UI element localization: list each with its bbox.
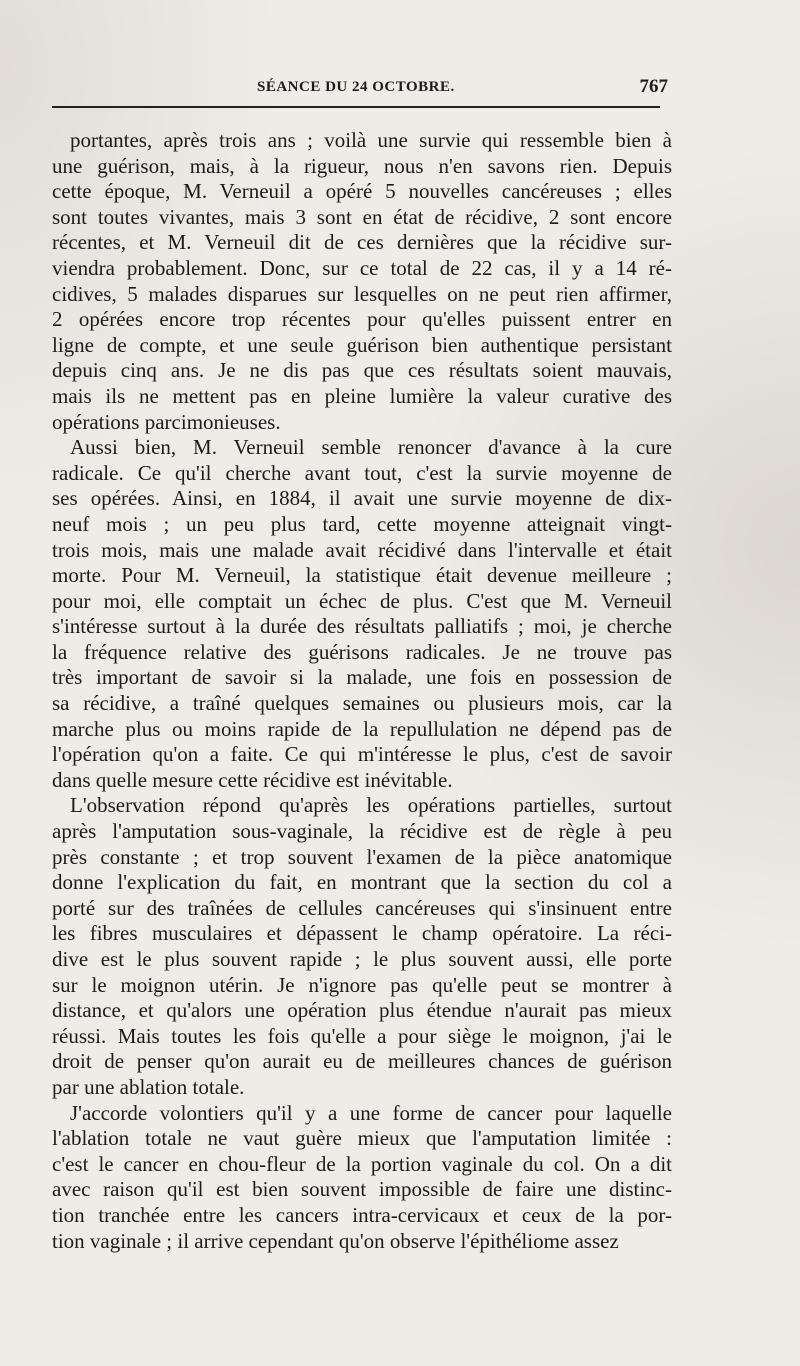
text-line: c'est le cancer en chou-fleur de la portion vaginale du col. On a dit	[52, 1151, 672, 1176]
header-rule	[52, 106, 660, 108]
text-line: portantes, après trois ans ; voilà une survie qui ressemble bien à	[70, 128, 672, 152]
text-line: viendra probablement. Donc, sur ce total de 22 cas, il y a 14 ré-	[52, 255, 672, 280]
text-line: Aussi bien, M. Verneuil semble renoncer d'avance à la cure	[70, 435, 672, 460]
text-line: l'ablation totale ne vaut guère mieux que l'amputation limitée :	[52, 1126, 672, 1151]
text-line: trois mois, mais une malade avait récidivé dans l'intervalle et était	[52, 537, 672, 562]
text-line: droit de penser qu'on aurait eu de meilleures chances de guérison	[52, 1049, 672, 1074]
running-title: SÉANCE DU 24 OCTOBRE.	[257, 79, 455, 95]
text-line: porté sur des traînées de cellules cancéreuses qui s'insinuent entre	[52, 895, 672, 920]
text-line: tion vaginale ; il arrive cependant qu'on observe l'épithéliome assez	[52, 1228, 619, 1253]
paragraph	[52, 128, 672, 435]
text-line: les fibres musculaires et dépassent le champ opératoire. La réci-	[52, 921, 672, 946]
text-line: près constante ; et trop souvent l'examen de la pièce anatomique	[52, 844, 672, 869]
text-line: récentes, et M. Verneuil dit de ces dernières que la récidive sur-	[52, 230, 672, 255]
text-line: très important de savoir si la malade, une fois en possession de	[52, 665, 672, 690]
text-line: cidives, 5 malades disparues sur lesquelles on ne peut rien affirmer,	[52, 281, 672, 306]
text-line: sa récidive, a traîné quelques semaines ou plusieurs mois, car la	[52, 691, 672, 716]
paragraph	[52, 1101, 672, 1255]
page-number: 767	[639, 76, 668, 97]
text-line: pour moi, elle comptait un échec de plus. C'est que M. Verneuil	[52, 588, 672, 613]
text-line: tion tranchée entre les cancers intra-cervicaux et ceux de la por-	[52, 1202, 672, 1227]
text-line: depuis cinq ans. Je ne dis pas que ces résultats soient mauvais,	[52, 358, 672, 383]
text-line: dans quelle mesure cette récidive est inévitable.	[52, 767, 453, 792]
text-line: distance, et qu'alors une opération plus étendue n'aurait pas mieux	[52, 998, 672, 1023]
text-line: donne l'explication du fait, en montrant que la section du col a	[52, 870, 672, 895]
text-line: s'intéresse surtout à la durée des résultats palliatifs ; moi, je cherche	[52, 614, 672, 639]
body-text	[52, 128, 672, 1254]
text-line: sur le moignon utérin. Je n'ignore pas qu'elle peut se montrer à	[52, 972, 672, 997]
paragraph	[52, 435, 672, 793]
text-line: une guérison, mais, à la rigueur, nous n'en savons rien. Depuis	[52, 153, 672, 178]
text-line: morte. Pour M. Verneuil, la statistique était devenue meilleure ;	[52, 563, 672, 588]
text-line: cette époque, M. Verneuil a opéré 5 nouvelles cancéreuses ; elles	[52, 179, 672, 204]
running-head	[52, 76, 668, 100]
text-line: l'opération qu'on a faite. Ce qui m'intéresse le plus, c'est de savoir	[52, 742, 672, 767]
text-line: dive est le plus souvent rapide ; le plus souvent aussi, elle porte	[52, 947, 672, 971]
text-line: réussi. Mais toutes les fois qu'elle a pour siège le moignon, j'ai le	[52, 1023, 672, 1048]
text-line: avec raison qu'il est bien souvent impossible de faire une distinc-	[52, 1177, 672, 1202]
paragraph	[52, 793, 672, 1100]
text-line: marche plus ou moins rapide de la repullulation ne dépend pas de	[52, 716, 672, 741]
text-line: après l'amputation sous-vaginale, la récidive est de règle à peu	[52, 819, 672, 844]
text-line: ses opérées. Ainsi, en 1884, il avait une survie moyenne de dix-	[52, 486, 672, 511]
text-line: 2 opérées encore trop récentes pour qu'elles puissent entrer en	[52, 307, 672, 332]
text-line: par une ablation totale.	[52, 1074, 245, 1099]
text-line: L'observation répond qu'après les opérations partielles, surtout	[70, 793, 672, 818]
text-line: J'accorde volontiers qu'il y a une forme de cancer pour laquelle	[70, 1100, 672, 1125]
text-line: mais ils ne mettent pas en pleine lumière la valeur curative des	[52, 383, 672, 408]
text-line: radicale. Ce qu'il cherche avant tout, c'est la survie moyenne de	[52, 460, 672, 485]
text-line: sont toutes vivantes, mais 3 sont en état de récidive, 2 sont encore	[52, 204, 672, 229]
text-line: ligne de compte, et une seule guérison bien authentique persistant	[52, 332, 672, 357]
text-line: neuf mois ; un peu plus tard, cette moyenne atteignait vingt-	[52, 511, 672, 536]
text-line: la fréquence relative des guérisons radicales. Je ne trouve pas	[52, 639, 672, 664]
text-line: opérations parcimonieuses.	[52, 409, 281, 434]
